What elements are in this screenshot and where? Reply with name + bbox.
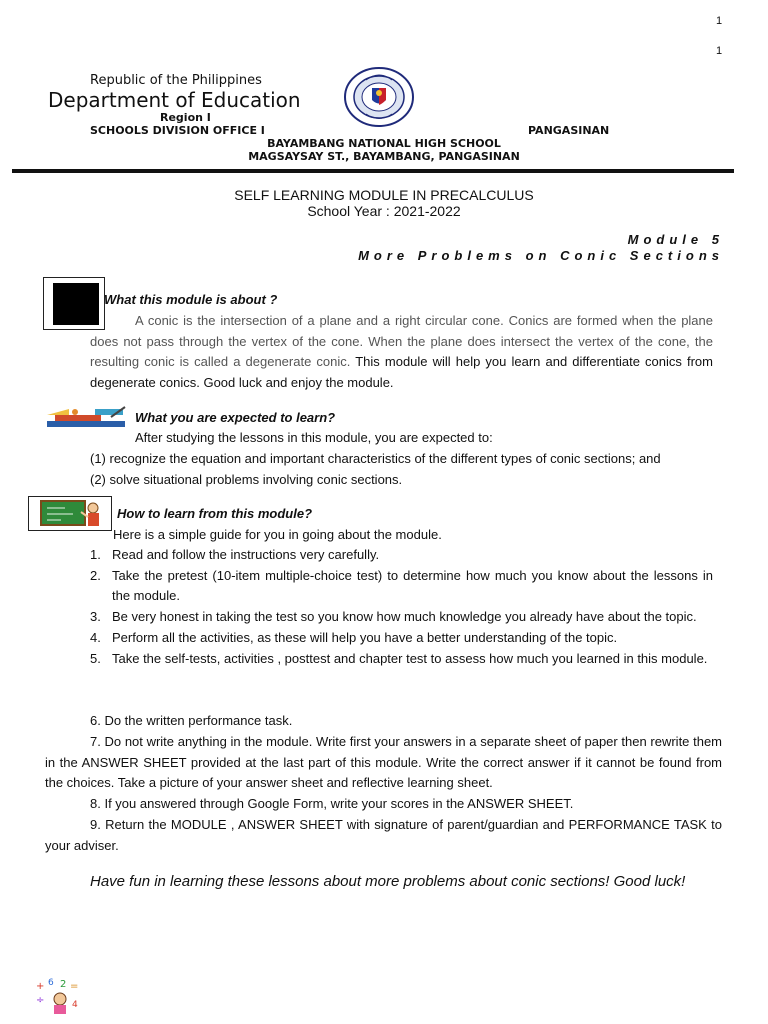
about-paragraph (90, 311, 713, 394)
svg-text:=: = (70, 981, 79, 992)
step-6: 6. Do the written performance task. (90, 713, 293, 728)
expected-item: (2) solve situational problems involving conic sections. (90, 472, 403, 487)
pencil-books-icon (45, 405, 129, 429)
svg-text:4: 4 (72, 1000, 78, 1010)
page-number: 1 (716, 15, 723, 27)
kid-math-icon (34, 975, 82, 1015)
department-title: Department of Education (48, 88, 301, 112)
module-title: More Problems on Conic Sections (358, 248, 724, 263)
expected-item: (1) recognize the equation and important characteristics of the different types of conic sections; and (90, 451, 661, 466)
howto-intro: Here is a simple guide for you in going about the module. (113, 527, 442, 542)
deped-seal-icon (342, 66, 416, 128)
list-item: 2. Take the pretest (10-item multiple-choice test) to determine how much you know about the lessons in the module. (90, 567, 713, 604)
step-9: 9. Return the MODULE , ANSWER SHEET with signature of parent/guardian and PERFORMANCE TASK to your adviser. (45, 817, 722, 853)
svg-text:÷: ÷ (36, 995, 45, 1006)
republic-line: Republic of the Philippines (90, 73, 262, 88)
module-series-title: SELF LEARNING MODULE IN PRECALCULUS (234, 187, 534, 203)
list-item: 4. Perform all the activities, as these will help you have a better understanding of the topic. (90, 629, 618, 645)
list-item: 5. Take the self-tests, activities , posttest and chapter test to assess how much you learned in this module. (90, 650, 708, 666)
expected-intro: After studying the lessons in this module, you are expected to: (135, 430, 493, 445)
list-item: 1. Read and follow the instructions very carefully. (90, 547, 380, 562)
page-number: 1 (716, 45, 723, 57)
region-line: Region I (160, 111, 211, 124)
about-heading: What this module is about ? (104, 292, 278, 307)
about-gray-text: A conic is the intersection of a plane and a right circular cone. Conics are formed when the plane does not pass through the vertex of the cone. When the plane does intersect the vertex of the cone, the resulting conic is called a degenerate conic. (90, 313, 713, 370)
division-line: SCHOOLS DIVISION OFFICE I (90, 124, 265, 137)
svg-text:2: 2 (60, 979, 67, 990)
howto-heading: How to learn from this module? (117, 506, 313, 521)
howto-steps (90, 545, 713, 669)
school-name: BAYAMBANG NATIONAL HIGH SCHOOL (267, 137, 501, 150)
expected-heading: What you are expected to learn? (135, 410, 336, 425)
header-rule (12, 169, 734, 173)
province-line: PANGASINAN (528, 124, 610, 137)
list-item: 3. Be very honest in taking the test so you know how much knowledge you already have about the topic. (90, 609, 697, 625)
school-year: School Year : 2021-2022 (307, 203, 461, 219)
module-number: Module 5 (627, 232, 724, 247)
closing-message: Have fun in learning these lessons about more problems about conic sections! Good luck! (90, 873, 686, 890)
about-dark-text: This module will help you learn and differentiate conics from degenerate conics. Good luck and enjoy the module. (90, 354, 713, 391)
step-7: 7. Do not write anything in the module. Write first your answers in a separate sheet of paper then rewrite them in the ANSWER SHEET provided at the last part of this module. Write the correct answer if it cannot be found from the choices. Take a picture of your answer sheet and reflective learning sheet. (45, 734, 722, 791)
svg-text:6: 6 (48, 978, 54, 988)
teacher-chalkboard-icon (28, 496, 112, 531)
svg-text:+: + (36, 981, 45, 992)
step-8: 8. If you answered through Google Form, write your scores in the ANSWER SHEET. (90, 796, 574, 811)
school-address: MAGSAYSAY ST., BAYAMBANG, PANGASINAN (248, 150, 520, 163)
